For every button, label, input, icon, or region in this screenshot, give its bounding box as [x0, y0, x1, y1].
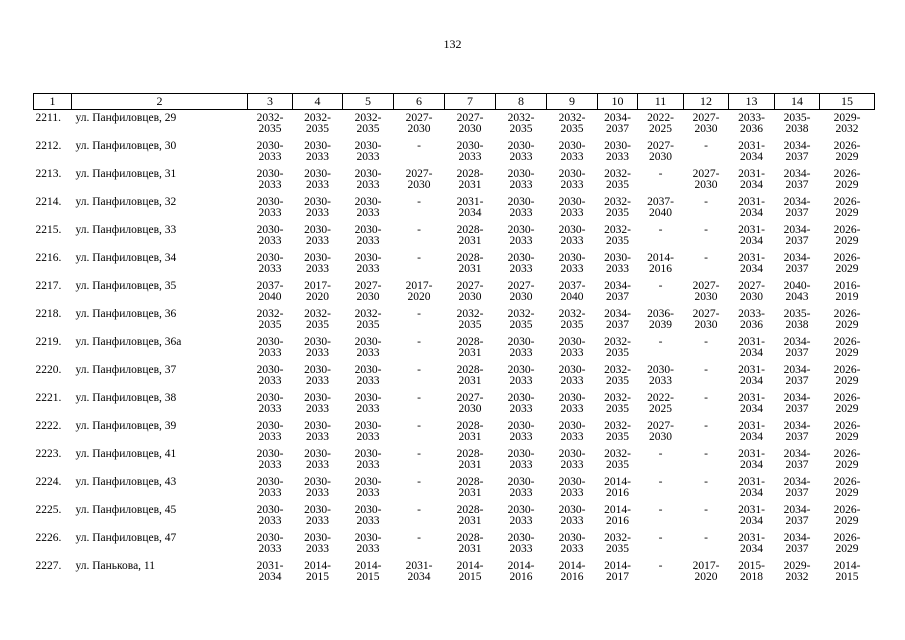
period-cell: 2015- 2018: [738, 559, 765, 583]
period-cell: 2030- 2033: [304, 419, 331, 443]
period-cell: -: [417, 251, 421, 264]
period-cell: 2034- 2037: [604, 307, 631, 331]
period-cell: 2030- 2033: [354, 335, 382, 359]
period-cell: 2031- 2034: [456, 195, 484, 219]
column-header: 10: [598, 94, 638, 110]
period-cell: 2027- 2030: [738, 279, 765, 303]
table-row: [34, 418, 875, 446]
address: ул. Панфиловцев, 34: [75, 251, 177, 264]
period-cell: 2026- 2029: [833, 447, 861, 471]
period-cell: 2031- 2034: [738, 251, 765, 275]
period-cell: 2028- 2031: [456, 251, 484, 275]
period-cell: -: [658, 279, 663, 292]
period-cell: -: [704, 363, 708, 376]
period-cell: 2030- 2033: [507, 503, 535, 527]
period-cell: 2027- 2030: [405, 112, 433, 135]
period-cell: 2027- 2030: [692, 167, 720, 191]
table-row: [34, 166, 875, 194]
period-cell: -: [417, 503, 421, 516]
period-cell: 2030- 2033: [354, 251, 382, 275]
period-cell: 2014- 2015: [456, 559, 484, 583]
period-cell: 2030- 2033: [354, 363, 382, 387]
period-cell: -: [417, 447, 421, 460]
period-cell: 2027- 2030: [647, 419, 674, 443]
period-cell: 2028- 2031: [456, 475, 484, 499]
column-header: 15: [820, 94, 875, 110]
column-header: 2: [72, 94, 248, 110]
period-cell: 2034- 2037: [783, 223, 811, 247]
period-cell: 2030- 2033: [304, 167, 331, 191]
period-cell: 2030- 2033: [507, 335, 535, 359]
period-cell: 2026- 2029: [833, 167, 861, 191]
row-number: 2221.: [35, 391, 62, 404]
period-cell: -: [704, 503, 708, 516]
table-row: [34, 558, 875, 586]
period-cell: 2030- 2033: [256, 139, 284, 163]
period-cell: 2026- 2029: [833, 531, 861, 555]
period-cell: 2032- 2035: [604, 335, 631, 359]
period-cell: 2030- 2033: [558, 531, 586, 555]
row-number: 2213.: [35, 167, 62, 180]
period-cell: 2030- 2033: [558, 391, 586, 415]
period-cell: 2027- 2030: [692, 307, 720, 331]
period-cell: 2030- 2033: [354, 503, 382, 527]
period-cell: 2017- 2020: [304, 279, 331, 303]
column-header: 7: [445, 94, 496, 110]
column-header: 12: [684, 94, 729, 110]
period-cell: 2031- 2034: [738, 335, 765, 359]
period-cell: -: [417, 419, 421, 432]
period-cell: 2030- 2033: [507, 363, 535, 387]
period-cell: 2029- 2032: [833, 112, 861, 135]
period-cell: 2026- 2029: [833, 475, 861, 499]
period-cell: -: [658, 559, 663, 572]
period-cell: 2031- 2034: [738, 419, 765, 443]
table-row: [34, 222, 875, 250]
period-cell: 2026- 2029: [833, 503, 861, 527]
column-header: 11: [638, 94, 684, 110]
period-cell: 2032- 2035: [354, 307, 382, 331]
address: ул. Панфиловцев, 29: [75, 112, 177, 124]
column-header: 9: [547, 94, 598, 110]
column-header: 8: [496, 94, 547, 110]
header-row: [34, 94, 875, 110]
period-cell: 2030- 2033: [304, 139, 331, 163]
period-cell: 2032- 2035: [456, 307, 484, 331]
period-cell: -: [417, 223, 421, 236]
period-cell: 2017- 2020: [405, 279, 433, 303]
period-cell: -: [417, 363, 421, 376]
period-cell: -: [704, 251, 708, 264]
period-cell: -: [704, 419, 708, 432]
period-cell: 2030- 2033: [558, 167, 586, 191]
period-cell: 2014- 2016: [558, 559, 586, 583]
period-cell: 2022- 2025: [647, 391, 674, 415]
period-cell: 2033- 2036: [738, 112, 765, 135]
address: ул. Панфиловцев, 33: [75, 223, 177, 236]
row-number: 2223.: [35, 447, 62, 460]
period-cell: 2027- 2030: [647, 139, 674, 163]
period-cell: 2030- 2033: [354, 167, 382, 191]
period-cell: 2028- 2031: [456, 503, 484, 527]
period-cell: 2030- 2033: [507, 447, 535, 471]
address: ул. Панфиловцев, 41: [75, 447, 177, 460]
period-cell: 2030- 2033: [304, 391, 331, 415]
period-cell: 2030- 2033: [304, 223, 331, 247]
period-cell: 2030- 2033: [354, 447, 382, 471]
period-cell: 2034- 2037: [783, 363, 811, 387]
period-cell: 2034- 2037: [783, 475, 811, 499]
period-cell: -: [704, 335, 708, 348]
column-header: 1: [34, 94, 72, 110]
period-cell: 2034- 2037: [783, 503, 811, 527]
period-cell: 2026- 2029: [833, 139, 861, 163]
table-row: [34, 502, 875, 530]
period-cell: 2032- 2035: [604, 195, 631, 219]
period-cell: 2031- 2034: [738, 391, 765, 415]
period-cell: 2032- 2035: [256, 112, 284, 135]
period-cell: 2030- 2033: [304, 363, 331, 387]
period-cell: 2030- 2033: [304, 335, 331, 359]
period-cell: 2030- 2033: [256, 503, 284, 527]
table-row: [34, 446, 875, 474]
period-cell: 2030- 2033: [354, 195, 382, 219]
period-cell: 2026- 2029: [833, 195, 861, 219]
period-cell: 2032- 2035: [507, 112, 535, 135]
address: ул. Панфиловцев, 37: [75, 363, 177, 376]
period-cell: 2030- 2033: [507, 167, 535, 191]
period-cell: 2030- 2033: [354, 419, 382, 443]
period-cell: 2034- 2037: [604, 279, 631, 303]
period-cell: 2030- 2033: [304, 475, 331, 499]
table-row: [34, 362, 875, 390]
period-cell: 2037- 2040: [647, 195, 674, 219]
period-cell: -: [417, 335, 421, 348]
row-number: 2220.: [35, 363, 62, 376]
period-cell: 2027- 2030: [456, 391, 484, 415]
period-cell: 2037- 2040: [256, 279, 284, 303]
period-cell: 2032- 2035: [604, 419, 631, 443]
period-cell: 2031- 2034: [738, 167, 765, 191]
period-cell: 2030- 2033: [304, 447, 331, 471]
period-cell: -: [417, 531, 421, 544]
period-cell: 2032- 2035: [604, 391, 631, 415]
period-cell: 2031- 2034: [738, 503, 765, 527]
period-cell: 2031- 2034: [405, 559, 433, 583]
period-cell: -: [417, 475, 421, 488]
period-cell: -: [658, 335, 663, 348]
row-number: 2225.: [35, 503, 62, 516]
row-number: 2222.: [35, 419, 62, 432]
period-cell: -: [417, 195, 421, 208]
table-row: [34, 530, 875, 558]
period-cell: 2032- 2035: [558, 112, 586, 135]
period-cell: 2026- 2029: [833, 335, 861, 359]
table-row: [34, 138, 875, 166]
period-cell: 2030- 2033: [256, 251, 284, 275]
period-cell: 2040- 2043: [783, 279, 811, 303]
period-cell: 2034- 2037: [783, 419, 811, 443]
period-cell: -: [658, 531, 663, 544]
period-cell: 2030- 2033: [256, 475, 284, 499]
period-cell: 2031- 2034: [738, 139, 765, 163]
period-cell: 2029- 2032: [783, 559, 811, 583]
period-cell: 2032- 2035: [558, 307, 586, 331]
period-cell: 2032- 2035: [256, 307, 284, 331]
table-body: [34, 110, 875, 586]
period-cell: 2027- 2030: [692, 112, 720, 135]
period-cell: 2030- 2033: [558, 475, 586, 499]
period-cell: 2034- 2037: [783, 531, 811, 555]
period-cell: 2030- 2033: [604, 251, 631, 275]
period-cell: 2034- 2037: [783, 195, 811, 219]
table-row: [34, 250, 875, 278]
period-cell: 2032- 2035: [604, 531, 631, 555]
period-cell: -: [704, 475, 708, 488]
period-cell: 2026- 2029: [833, 223, 861, 247]
period-cell: 2030- 2033: [256, 447, 284, 471]
period-cell: 2030- 2033: [256, 531, 284, 555]
row-number: 2219.: [35, 335, 62, 348]
table-row: [34, 110, 875, 138]
period-cell: 2030- 2033: [304, 531, 331, 555]
column-header: 4: [293, 94, 343, 110]
period-cell: 2030- 2033: [558, 195, 586, 219]
period-cell: 2031- 2034: [738, 195, 765, 219]
period-cell: 2031- 2034: [738, 447, 765, 471]
period-cell: -: [658, 167, 663, 180]
period-cell: 2014- 2015: [354, 559, 382, 583]
table-row: [34, 278, 875, 306]
period-cell: 2030- 2033: [647, 363, 674, 387]
period-cell: 2030- 2033: [604, 139, 631, 163]
period-cell: -: [704, 391, 708, 404]
row-number: 2218.: [35, 307, 62, 320]
period-cell: 2031- 2034: [738, 531, 765, 555]
table-row: [34, 334, 875, 362]
period-cell: 2028- 2031: [456, 363, 484, 387]
period-cell: 2030- 2033: [354, 531, 382, 555]
page-number: 132: [443, 37, 462, 51]
period-cell: 2014- 2016: [507, 559, 535, 583]
period-cell: 2030- 2033: [507, 223, 535, 247]
period-cell: 2030- 2033: [256, 391, 284, 415]
period-cell: 2028- 2031: [456, 531, 484, 555]
row-number: 2217.: [35, 279, 62, 292]
period-cell: 2030- 2033: [354, 475, 382, 499]
period-cell: 2028- 2031: [456, 335, 484, 359]
period-cell: 2030- 2033: [507, 419, 535, 443]
row-number: 2224.: [35, 475, 62, 488]
period-cell: -: [417, 391, 421, 404]
table-row: [34, 306, 875, 334]
period-cell: 2032- 2035: [304, 112, 331, 135]
period-cell: 2033- 2036: [738, 307, 765, 331]
period-cell: 2030- 2033: [304, 503, 331, 527]
row-number: 2215.: [35, 223, 62, 236]
period-cell: 2034- 2037: [783, 335, 811, 359]
period-cell: 2014- 2016: [647, 251, 674, 275]
period-cell: 2032- 2035: [354, 112, 382, 135]
period-cell: 2027- 2030: [456, 279, 484, 303]
period-cell: 2032- 2035: [304, 307, 331, 331]
address: ул. Панфиловцев, 43: [75, 475, 177, 488]
column-header: 3: [248, 94, 293, 110]
period-cell: 2034- 2037: [783, 167, 811, 191]
address: ул. Панфиловцев, 45: [75, 503, 177, 516]
period-cell: 2030- 2033: [558, 139, 586, 163]
address: ул. Панфиловцев, 36: [75, 307, 177, 320]
period-cell: -: [658, 223, 663, 236]
column-header: 14: [775, 94, 820, 110]
period-cell: 2017- 2020: [692, 559, 720, 583]
period-cell: 2026- 2029: [833, 251, 861, 275]
period-cell: 2030- 2033: [456, 139, 484, 163]
period-cell: 2030- 2033: [507, 475, 535, 499]
period-cell: 2035- 2038: [783, 112, 811, 135]
period-cell: 2028- 2031: [456, 447, 484, 471]
period-cell: -: [704, 531, 708, 544]
period-cell: 2030- 2033: [558, 251, 586, 275]
period-cell: 2030- 2033: [354, 223, 382, 247]
period-cell: 2030- 2033: [256, 419, 284, 443]
period-cell: 2030- 2033: [304, 195, 331, 219]
period-cell: 2030- 2033: [558, 419, 586, 443]
period-cell: 2030- 2033: [507, 391, 535, 415]
period-cell: 2016- 2019: [833, 279, 861, 303]
table-row: [34, 194, 875, 222]
address: ул. Панфиловцев, 31: [75, 167, 177, 180]
period-cell: 2034- 2037: [783, 139, 811, 163]
period-cell: 2026- 2029: [833, 419, 861, 443]
period-cell: 2022- 2025: [647, 112, 674, 135]
period-cell: -: [417, 139, 421, 152]
period-cell: 2031- 2034: [738, 223, 765, 247]
period-cell: 2032- 2035: [604, 167, 631, 191]
table-row: [34, 474, 875, 502]
period-cell: 2030- 2033: [507, 251, 535, 275]
period-cell: 2030- 2033: [304, 251, 331, 275]
period-cell: 2026- 2029: [833, 307, 861, 331]
address: ул. Панфиловцев, 30: [75, 139, 177, 152]
period-cell: 2027- 2030: [692, 279, 720, 303]
address: ул. Панфиловцев, 47: [75, 531, 177, 544]
period-cell: 2027- 2030: [354, 279, 382, 303]
period-cell: 2026- 2029: [833, 391, 861, 415]
period-cell: 2026- 2029: [833, 363, 861, 387]
period-cell: 2030- 2033: [256, 195, 284, 219]
period-cell: 2032- 2035: [604, 363, 631, 387]
period-cell: -: [704, 223, 708, 236]
column-header: 6: [394, 94, 445, 110]
period-cell: -: [417, 307, 421, 320]
table-row: [34, 390, 875, 418]
row-number: 2211.: [35, 112, 61, 124]
address: ул. Панфиловцев, 38: [75, 391, 177, 404]
period-cell: 2036- 2039: [647, 307, 674, 331]
row-number: 2227.: [35, 559, 62, 572]
period-cell: 2032- 2035: [604, 223, 631, 247]
period-cell: -: [704, 195, 708, 208]
period-cell: 2030- 2033: [256, 363, 284, 387]
address: ул. Панфиловцев, 36а: [75, 335, 182, 348]
period-cell: -: [658, 503, 663, 516]
period-cell: 2014- 2016: [604, 503, 631, 527]
row-number: 2212.: [35, 139, 62, 152]
period-cell: 2032- 2035: [507, 307, 535, 331]
address: ул. Панфиловцев, 35: [75, 279, 177, 292]
period-cell: 2014- 2017: [604, 559, 631, 583]
period-cell: 2030- 2033: [354, 139, 382, 163]
period-cell: 2034- 2037: [783, 251, 811, 275]
period-cell: 2034- 2037: [783, 447, 811, 471]
period-cell: 2030- 2033: [507, 531, 535, 555]
period-cell: -: [704, 139, 708, 152]
period-cell: 2030- 2033: [558, 503, 586, 527]
period-cell: 2028- 2031: [456, 419, 484, 443]
row-number: 2226.: [35, 531, 62, 544]
data-table: [33, 93, 875, 586]
period-cell: 2030- 2033: [256, 223, 284, 247]
period-cell: 2032- 2035: [604, 447, 631, 471]
period-cell: 2014- 2015: [304, 559, 331, 583]
period-cell: 2034- 2037: [783, 391, 811, 415]
period-cell: 2030- 2033: [558, 363, 586, 387]
period-cell: -: [658, 475, 663, 488]
row-number: 2214.: [35, 195, 62, 208]
period-cell: 2027- 2030: [456, 112, 484, 135]
period-cell: 2030- 2033: [256, 335, 284, 359]
period-cell: -: [658, 447, 663, 460]
period-cell: 2028- 2031: [456, 223, 484, 247]
period-cell: 2030- 2033: [354, 391, 382, 415]
period-cell: 2030- 2033: [507, 195, 535, 219]
period-cell: 2037- 2040: [558, 279, 586, 303]
address: ул. Панфиловцев, 39: [75, 419, 177, 432]
period-cell: 2014- 2015: [833, 559, 861, 583]
column-header: 5: [343, 94, 394, 110]
address: ул. Панфиловцев, 32: [75, 195, 177, 208]
period-cell: 2027- 2030: [405, 167, 433, 191]
period-cell: 2027- 2030: [507, 279, 535, 303]
row-number: 2216.: [35, 251, 62, 264]
period-cell: -: [704, 447, 708, 460]
period-cell: 2031- 2034: [256, 559, 284, 583]
period-cell: 2030- 2033: [558, 223, 586, 247]
period-cell: 2030- 2033: [558, 335, 586, 359]
period-cell: 2031- 2034: [738, 475, 765, 499]
period-cell: 2014- 2016: [604, 475, 631, 499]
period-cell: 2030- 2033: [558, 447, 586, 471]
period-cell: 2031- 2034: [738, 363, 765, 387]
period-cell: 2034- 2037: [604, 112, 631, 135]
column-header: 13: [729, 94, 775, 110]
period-cell: 2030- 2033: [256, 167, 284, 191]
period-cell: 2035- 2038: [783, 307, 811, 331]
period-cell: 2028- 2031: [456, 167, 484, 191]
address: ул. Панькова, 11: [75, 559, 156, 572]
period-cell: 2030- 2033: [507, 139, 535, 163]
